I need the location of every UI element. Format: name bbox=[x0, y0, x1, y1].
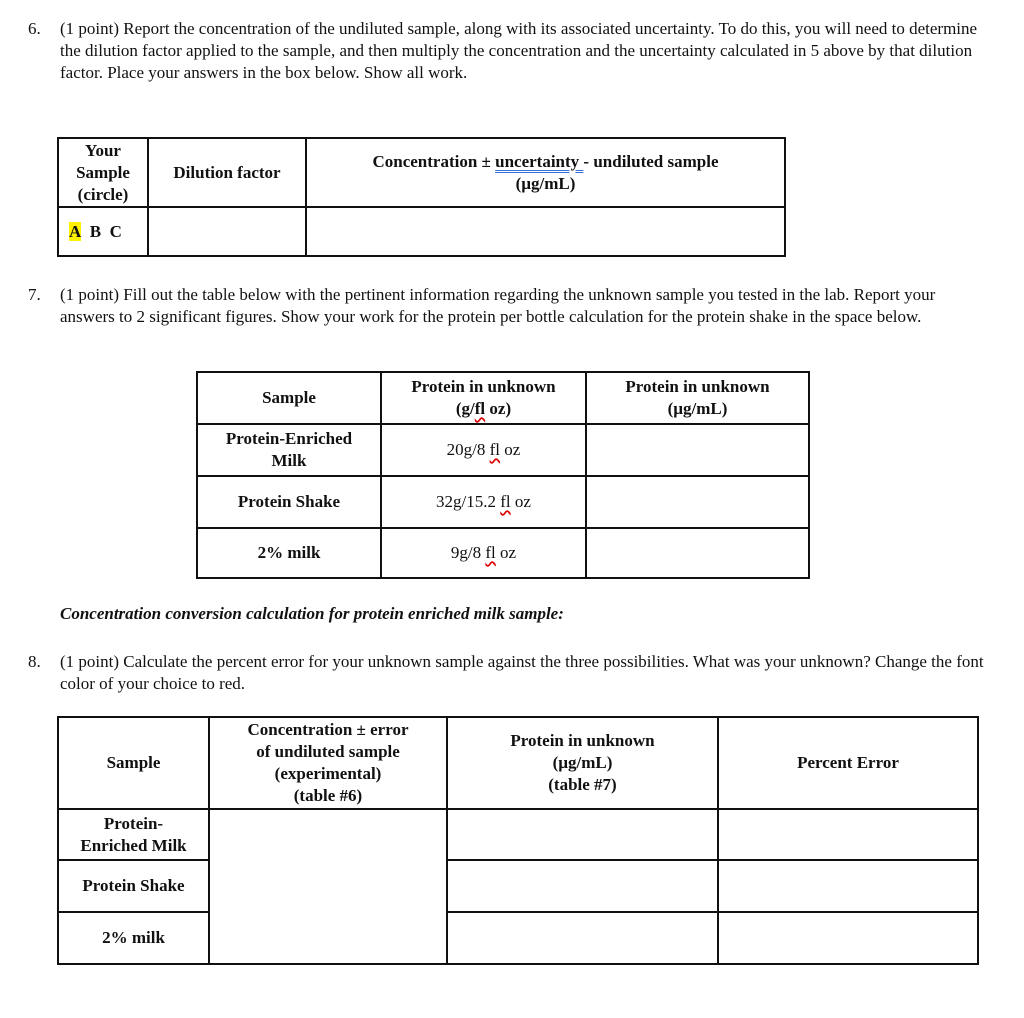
header-line: (circle) bbox=[77, 184, 129, 204]
table-row bbox=[197, 476, 809, 528]
header-your-sample bbox=[58, 138, 148, 207]
header-line: Your bbox=[85, 140, 121, 160]
header-line: Protein in unknown bbox=[510, 731, 655, 750]
amount-unit: oz bbox=[500, 440, 521, 459]
sample-line: Enriched Milk bbox=[80, 835, 187, 855]
table-row bbox=[58, 912, 978, 964]
header-protein-ugml bbox=[586, 372, 809, 424]
header-text: oz) bbox=[485, 399, 512, 418]
dilution-factor-cell[interactable] bbox=[148, 207, 306, 256]
question-8 bbox=[28, 651, 988, 695]
header-line: of undiluted sample bbox=[256, 742, 400, 761]
amount-cell bbox=[381, 528, 586, 578]
sample-option-a[interactable]: A bbox=[69, 221, 82, 241]
ugml-cell[interactable] bbox=[586, 424, 809, 476]
percent-error-cell[interactable] bbox=[718, 809, 978, 860]
question-text: (1 point) Fill out the table below with the pertinent information regarding the unknown sample you tested in the lab. Report your answers to 2 significant figures. Show your work for the protein per bottle calculation for the protein shake in the space below. bbox=[60, 285, 936, 326]
amount-cell bbox=[381, 476, 586, 528]
percent-error-cell[interactable] bbox=[718, 912, 978, 964]
sample-line: Milk bbox=[271, 451, 307, 470]
protein-unknown-cell[interactable] bbox=[447, 809, 718, 860]
question-text: (1 point) Calculate the percent error for your unknown sample against the three possibilities. What was your unknown? Change the font color of your choice to red. bbox=[60, 652, 984, 693]
percent-error-cell[interactable] bbox=[718, 860, 978, 912]
question-number: 7. bbox=[28, 285, 41, 304]
sample-line: Protein-Enriched bbox=[225, 429, 353, 448]
header-line: Protein in unknown bbox=[625, 377, 770, 396]
header-line: (experimental) bbox=[274, 764, 382, 783]
sample-cell: Protein Shake bbox=[197, 476, 381, 528]
header-line: (table #6) bbox=[293, 786, 363, 805]
sample-cell bbox=[197, 424, 381, 476]
question-6 bbox=[28, 18, 988, 84]
header-unit: (µg/mL) bbox=[515, 173, 576, 193]
concentration-error-cell[interactable] bbox=[209, 809, 447, 964]
header-text-underlined: uncertainty bbox=[495, 151, 584, 171]
amount: 20g/8 bbox=[446, 440, 490, 459]
sample-choice-cell[interactable] bbox=[58, 207, 148, 256]
amount-unit: fl bbox=[500, 492, 511, 511]
amount-cell bbox=[381, 424, 586, 476]
sample-option-c[interactable]: C bbox=[109, 221, 122, 241]
concentration-cell[interactable] bbox=[306, 207, 785, 256]
header-line: (table #7) bbox=[548, 775, 617, 794]
table-row bbox=[197, 424, 809, 476]
table-row bbox=[58, 860, 978, 912]
protein-table bbox=[196, 371, 810, 579]
header-concentration bbox=[306, 138, 785, 207]
header-sample: Sample bbox=[197, 372, 381, 424]
amount: 32g/15.2 bbox=[436, 492, 501, 511]
header-text: Concentration ± bbox=[372, 151, 496, 171]
ugml-cell[interactable] bbox=[586, 528, 809, 578]
table-row bbox=[197, 528, 809, 578]
protein-unknown-cell[interactable] bbox=[447, 860, 718, 912]
header-line: Sample bbox=[76, 162, 130, 182]
calculation-heading: Concentration conversion calculation for protein enriched milk sample: bbox=[60, 604, 564, 623]
sample-cell: Protein Shake bbox=[58, 860, 209, 912]
sample-cell: 2% milk bbox=[197, 528, 381, 578]
header-line: Concentration ± error bbox=[247, 720, 409, 739]
table-row bbox=[58, 809, 978, 860]
header-sample: Sample bbox=[58, 717, 209, 809]
header-text: (g/ bbox=[455, 399, 475, 418]
sample-option-b[interactable]: B bbox=[89, 221, 102, 241]
question-number: 6. bbox=[28, 19, 41, 38]
amount-unit: fl bbox=[485, 543, 496, 562]
header-protein-unknown bbox=[447, 717, 718, 809]
amount-unit: oz bbox=[510, 492, 531, 511]
amount-unit: oz bbox=[495, 543, 517, 562]
header-text: fl bbox=[474, 399, 486, 418]
dilution-table bbox=[57, 137, 786, 257]
header-text: - undiluted sample bbox=[583, 151, 719, 171]
percent-error-table bbox=[57, 716, 979, 965]
sample-cell bbox=[58, 809, 209, 860]
amount-unit: fl bbox=[489, 440, 501, 459]
sample-line: Protein- bbox=[103, 813, 164, 833]
header-protein-gfloz bbox=[381, 372, 586, 424]
header-line: (µg/mL) bbox=[552, 753, 613, 772]
sample-cell: 2% milk bbox=[58, 912, 209, 964]
protein-unknown-cell[interactable] bbox=[447, 912, 718, 964]
ugml-cell[interactable] bbox=[586, 476, 809, 528]
header-concentration-error bbox=[209, 717, 447, 809]
amount: 9g/8 bbox=[450, 543, 486, 562]
question-7 bbox=[28, 284, 988, 328]
header-percent-error: Percent Error bbox=[718, 717, 978, 809]
header-line: (µg/mL) bbox=[667, 399, 728, 418]
question-number: 8. bbox=[28, 652, 41, 671]
header-dilution-factor: Dilution factor bbox=[148, 138, 306, 207]
question-text: (1 point) Report the concentration of the undiluted sample, along with its associated uncertainty. To do this, you will need to determine the dilution factor applied to the sample, and then multiply the concentration and the uncertainty calculated in 5 above by that dilution factor. Place your answers in the box below. Show all work. bbox=[60, 19, 978, 82]
header-line: Protein in unknown bbox=[411, 377, 556, 396]
